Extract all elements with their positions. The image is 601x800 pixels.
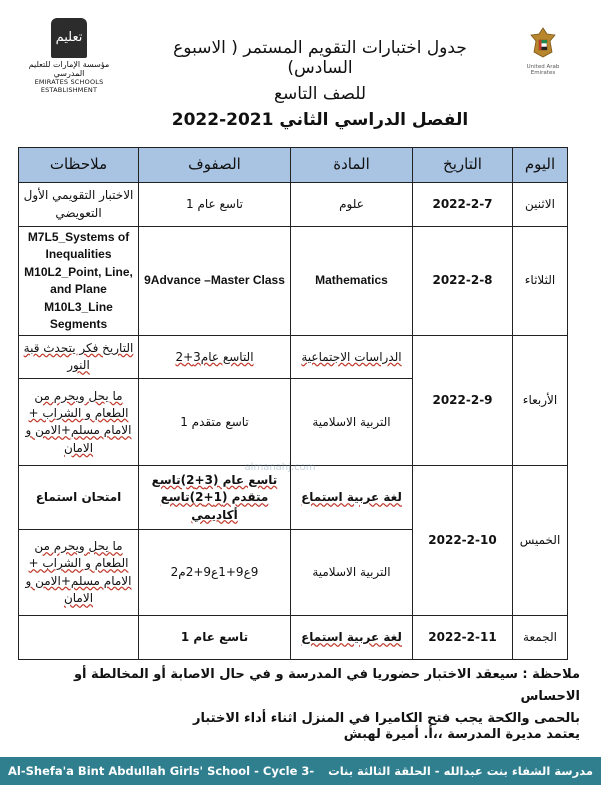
header-classes: الصفوف [139,148,291,183]
attendance-note-line1: ملاحظة : سيعقد الاختبار حضوريا في المدرسة و في حال الاصابة أو المخالطة أو الاحساس [73,667,580,705]
day-cell: الأربعاء [513,336,568,466]
classes-cell: 9Advance –Master Class [139,227,291,336]
subject-cell: الدراسات الاجتماعية [291,336,413,379]
subject-cell: لغة عربية استماع [291,466,413,530]
eagle-emblem-icon [528,26,558,60]
principal-signature: يعتمد مديرة المدرسة ،،أ. أميرة لهبش [343,727,580,742]
notes-cell: M7L5_Systems of Inequalities M10L2_Point, Line, and Plane M10L3_Line Segments [19,227,139,336]
table-row [19,616,568,660]
attendance-note-line2: بالحمى والكحة يجب فتح الكاميرا في المنزل اثناء أداء الاختبار [193,711,580,727]
day-cell: الاثنين [513,183,568,227]
grade-subtitle: للصف التاسع [273,84,367,104]
subject-cell: علوم [291,183,413,227]
footer-school-name-ar: مدرسة الشفاء بنت عبدالله - الحلقة الثالثة بنات [328,764,593,778]
watermark: almanahj.com [244,462,316,473]
page-title-block [150,38,490,130]
page-title: جدول اختبارات التقويم المستمر ( الاسبوع السادس) [173,38,467,78]
date-cell: 2022-2-9 [413,336,513,466]
day-cell: الجمعة [513,616,568,660]
subject-cell: Mathematics [291,227,413,336]
classes-cell: التاسع عام3+2 [139,336,291,379]
semester-subtitle: الفصل الدراسي الثاني 2021-2022 [171,110,469,130]
day-cell: الثلاثاء [513,227,568,336]
notes-cell: ما يحل ويحرم من الطعام و الشراب + الامام مسلم+الامن و الامان [19,530,139,616]
date-cell: 2022-2-8 [413,227,513,336]
date-cell: 2022-2-10 [413,466,513,616]
notes-cell [19,616,139,660]
classes-cell: تاسع عام 1 [139,183,291,227]
notes-cell: امتحان استماع [19,466,139,530]
date-cell: 2022-2-11 [413,616,513,660]
classes-cell: 9ع9+1ع9+2م2 [139,530,291,616]
notes-cell: الاختبار التقويمي الأول التعويضي [19,183,139,227]
header-notes: ملاحظات [19,148,139,183]
header-subject: المادة [291,148,413,183]
attendance-note [20,664,580,730]
ese-logo-arabic: مؤسسة الإمارات للتعليم المدرسي [28,60,110,78]
classes-cell: تاسع عام (3+2)تاسع متقدم (1+2)تاسع أكاديمي [139,466,291,530]
table-header-row [19,148,568,183]
classes-cell: تاسع متقدم 1 [139,379,291,466]
notes-cell: ما يحل ويحرم من الطعام و الشراب + الامام مسلم+الامن و الامان [19,379,139,466]
ese-logo-english: EMIRATES SCHOOLS ESTABLISHMENT [34,78,104,94]
footer-school-name-en: Al-Shefa'a Bint Abdullah Girls' School - Cycle 3- [8,764,315,778]
table-row [19,466,568,530]
table-row [19,227,568,336]
emblem-caption: United Arab Emirates [526,64,560,76]
school-footer [0,757,601,785]
classes-cell: تاسع عام 1 [139,616,291,660]
ese-logo-mark: تعليم [51,18,87,58]
ese-logo [14,18,124,94]
subject-cell: التربية الاسلامية [291,379,413,466]
uae-emblem [520,26,566,78]
header-day: اليوم [513,148,568,183]
table-row [19,183,568,227]
exam-schedule-table [18,147,568,660]
notes-cell: التاريخ فكر يتحدث قبة النور [19,336,139,379]
day-cell: الخميس [513,466,568,616]
date-cell: 2022-2-7 [413,183,513,227]
table-row [19,336,568,379]
subject-cell: التربية الاسلامية [291,530,413,616]
subject-cell: لغة عربية استماع [291,616,413,660]
header-date: التاريخ [413,148,513,183]
